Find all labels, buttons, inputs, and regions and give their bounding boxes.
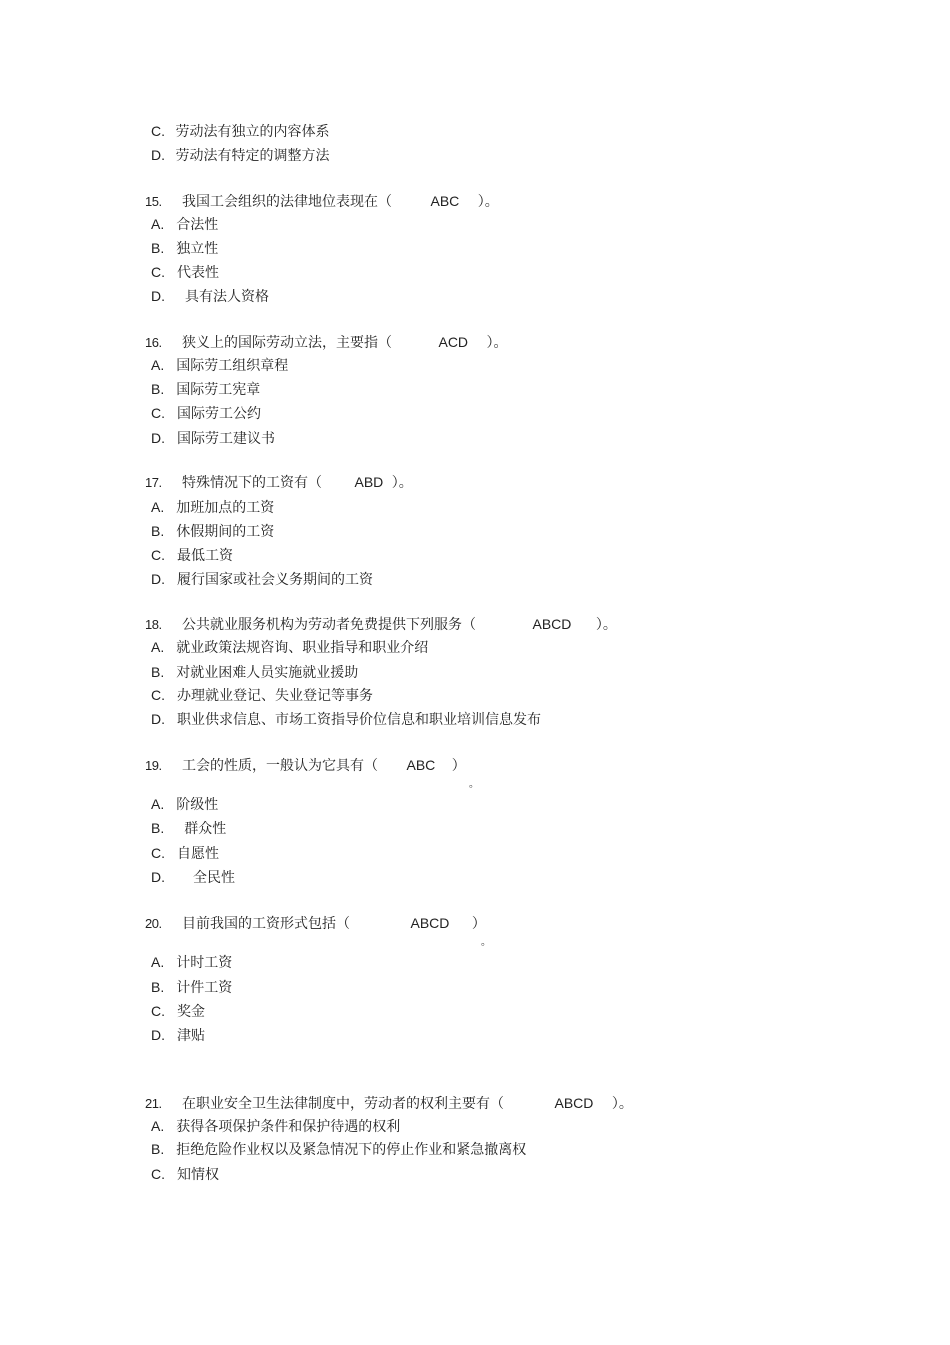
option-row — [151, 429, 275, 448]
option-letter: C. — [151, 1166, 165, 1182]
option-row — [151, 215, 218, 234]
option-text: 阶级性 — [176, 797, 219, 813]
option-letter: A. — [151, 216, 165, 232]
question-stem — [145, 192, 499, 211]
option-text: 国际劳工建议书 — [177, 431, 275, 447]
option-text: 履行国家或社会义务期间的工资 — [177, 572, 373, 588]
question-text: 目前我国的工资形式包括（ — [182, 916, 351, 932]
answer: ABCD — [410, 915, 450, 931]
option-text: 获得各项保护条件和保护待遇的权利 — [176, 1119, 401, 1135]
question-number: 19. — [145, 758, 162, 773]
option-text: 加班加点的工资 — [176, 500, 275, 516]
question-stem — [145, 914, 486, 933]
question-close: ）。 — [477, 194, 499, 210]
answer: ABD — [354, 474, 384, 490]
option-text: 全民性 — [193, 870, 235, 886]
option-letter: D. — [151, 711, 165, 727]
option-letter: A. — [151, 1118, 165, 1134]
option-letter: B. — [151, 381, 165, 397]
option-letter: B. — [151, 820, 165, 836]
option-row — [151, 380, 260, 399]
option-text: 奖金 — [177, 1004, 205, 1020]
option-letter: C. — [151, 687, 165, 703]
option-row — [151, 146, 329, 165]
answer: ABC — [430, 193, 460, 209]
question-close: ）。 — [391, 475, 413, 491]
option-row — [151, 1165, 219, 1184]
option-text: 国际劳工公约 — [177, 406, 261, 422]
option-row — [151, 239, 218, 258]
option-text: 群众性 — [184, 821, 227, 837]
question-close: ） — [471, 916, 486, 932]
option-row — [151, 1026, 205, 1045]
question-stem — [145, 615, 617, 634]
answer: ABCD — [532, 616, 572, 632]
option-letter: A. — [151, 954, 165, 970]
option-row — [151, 1117, 400, 1136]
question-text: 狭义上的国际劳动立法，主要指（ — [182, 335, 393, 351]
option-text: 拒绝危险作业权以及紧急情况下的停止作业和紧急撤离权 — [176, 1142, 527, 1158]
option-letter: D. — [151, 571, 165, 587]
option-row — [151, 795, 218, 814]
option-row — [151, 953, 232, 972]
question-number: 20. — [145, 916, 162, 931]
option-row — [151, 1140, 526, 1159]
option-row — [151, 522, 274, 541]
option-row — [151, 686, 373, 705]
option-text: 具有法人资格 — [185, 289, 269, 305]
question-number: 18. — [145, 617, 162, 632]
option-row — [151, 844, 219, 863]
question-close: ）。 — [611, 1096, 633, 1112]
option-text: 计件工资 — [176, 980, 233, 996]
option-letter: A. — [151, 357, 165, 373]
option-text: 代表性 — [177, 265, 219, 281]
option-row — [151, 546, 233, 565]
question-text: 我国工会组织的法律地位表现在（ — [182, 194, 393, 210]
option-row — [151, 819, 226, 838]
option-letter: B. — [151, 664, 165, 680]
option-letter: C. — [151, 547, 165, 563]
option-text: 津贴 — [177, 1028, 205, 1044]
question-stem — [145, 1094, 633, 1113]
option-row — [151, 868, 235, 887]
option-letter: C. — [151, 845, 165, 861]
option-letter: D. — [151, 147, 165, 163]
question-close: ） — [451, 758, 466, 774]
option-letter: A. — [151, 499, 165, 515]
option-row — [151, 710, 541, 729]
option-text: 休假期间的工资 — [176, 524, 275, 540]
question-text: 特殊情况下的工资有（ — [182, 475, 323, 491]
question-close: ）。 — [486, 335, 508, 351]
option-letter: B. — [151, 523, 165, 539]
option-letter: B. — [151, 240, 165, 256]
option-letter: D. — [151, 430, 165, 446]
option-row — [151, 978, 232, 997]
option-row — [151, 498, 274, 517]
option-text: 知情权 — [177, 1167, 219, 1183]
option-text: 独立性 — [176, 241, 219, 257]
option-text: 办理就业登记、失业登记等事务 — [177, 688, 373, 704]
option-text: 合法性 — [176, 217, 219, 233]
option-letter: B. — [151, 1141, 165, 1157]
question-number: 21. — [145, 1096, 162, 1111]
question-text: 在职业安全卫生法律制度中，劳动者的权利主要有（ — [182, 1096, 505, 1112]
option-letter: C. — [151, 123, 165, 139]
option-text: 最低工资 — [177, 548, 233, 564]
option-text: 对就业困难人员实施就业援助 — [176, 665, 359, 681]
option-letter: C. — [151, 405, 165, 421]
option-letter: B. — [151, 979, 165, 995]
question-text: 公共就业服务机构为劳动者免费提供下列服务（ — [182, 617, 477, 633]
question-close: ）。 — [595, 617, 617, 633]
option-text: 自愿性 — [177, 846, 219, 862]
option-row — [151, 122, 329, 141]
option-row — [151, 404, 261, 423]
option-letter: A. — [151, 796, 165, 812]
option-letter: C. — [151, 264, 165, 280]
option-text: 计时工资 — [176, 955, 233, 971]
option-text: 劳动法有特定的调整方法 — [175, 148, 330, 164]
option-row — [151, 1002, 205, 1021]
answer: ABCD — [554, 1095, 594, 1111]
option-row — [151, 287, 269, 306]
question-text: 工会的性质，一般认为它具有（ — [182, 758, 379, 774]
question-number: 16. — [145, 335, 162, 350]
option-letter: A. — [151, 639, 165, 655]
option-text: 国际劳工组织章程 — [176, 358, 289, 374]
option-row — [151, 263, 219, 282]
question-number: 17. — [145, 475, 162, 490]
option-row — [151, 356, 288, 375]
option-row — [151, 638, 428, 657]
option-text: 劳动法有独立的内容体系 — [175, 124, 330, 140]
option-text: 就业政策法规咨询、职业指导和职业介绍 — [176, 640, 429, 656]
option-letter: D. — [151, 288, 165, 304]
question-stem — [145, 756, 466, 775]
question-stem — [145, 333, 508, 352]
option-row — [151, 570, 373, 589]
option-letter: D. — [151, 1027, 165, 1043]
trailing-period: 。 — [469, 779, 479, 790]
question-number: 15. — [145, 194, 162, 209]
option-letter: D. — [151, 869, 165, 885]
option-text: 国际劳工宪章 — [176, 382, 261, 398]
trailing-period: 。 — [481, 937, 491, 948]
option-row — [151, 663, 358, 682]
option-text: 职业供求信息、市场工资指导价位信息和职业培训信息发布 — [177, 712, 541, 728]
option-letter: C. — [151, 1003, 165, 1019]
answer: ABC — [406, 757, 436, 773]
question-stem — [145, 473, 413, 492]
answer: ACD — [438, 334, 469, 350]
